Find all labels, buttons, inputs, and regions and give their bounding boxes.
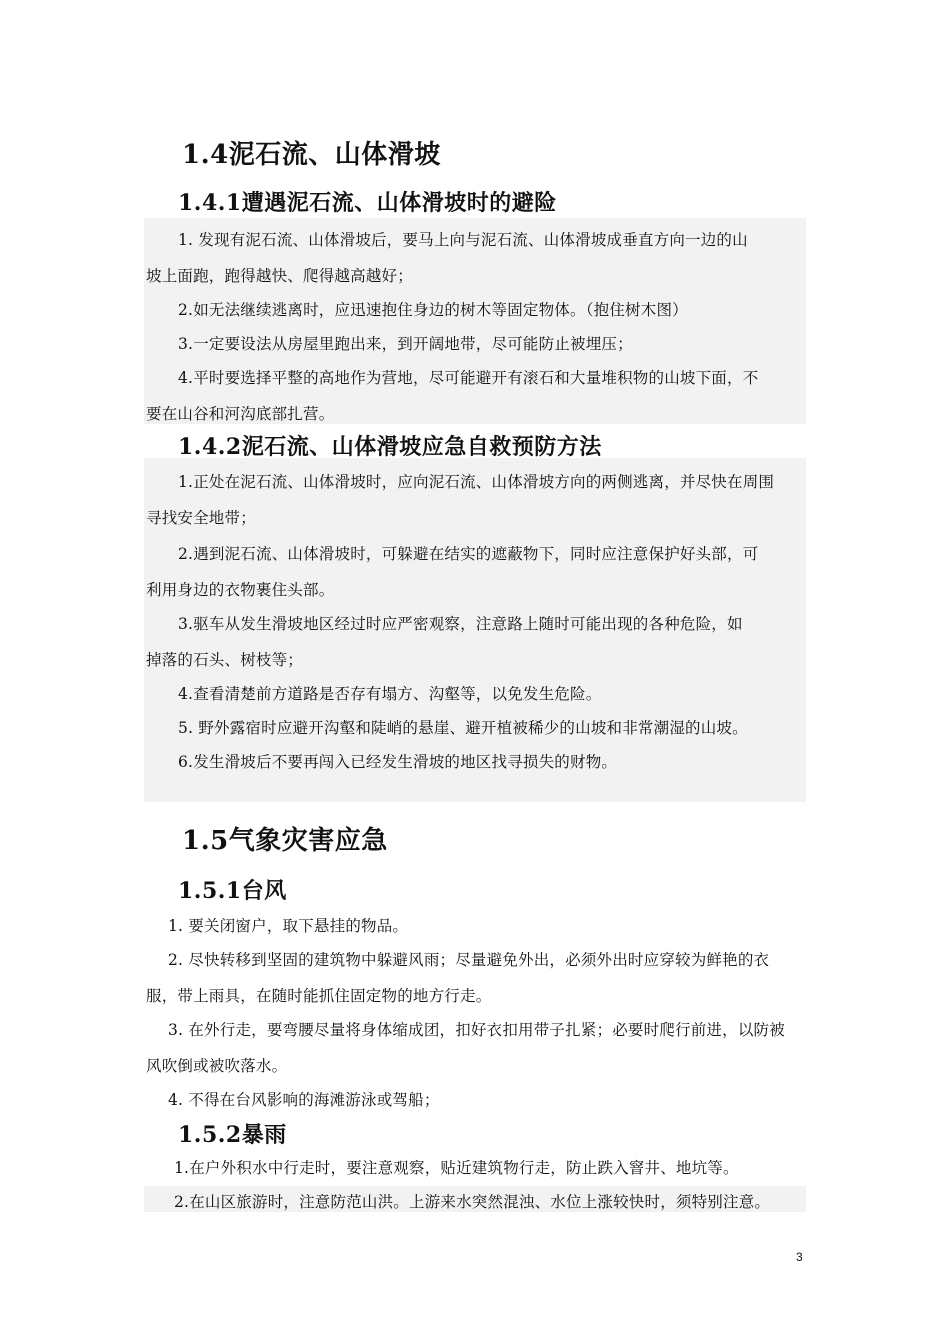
para-141-line-3: 2.如无法继续逃离时，应迅速抱住身边的树木等固定物体。（抱住树木图） <box>178 301 688 319</box>
heading-1-4-1: 1.4.1遭遇泥石流、山体滑坡时的避险 <box>178 190 557 216</box>
para-151-line-3: 服，带上雨具，在随时能抓住固定物的地方行走。 <box>146 987 492 1005</box>
para-142-line-1: 1.正处在泥石流、山体滑坡时，应向泥石流、山体滑坡方向的两侧逃离，并尽快在周围 <box>178 473 775 491</box>
heading-1-5-1: 1.5.1台风 <box>178 878 287 904</box>
para-152-line-1: 1.在户外积水中行走时，要注意观察，贴近建筑物行走，防止跌入窨井、地坑等。 <box>174 1159 739 1177</box>
heading-1-5-2: 1.5.2暴雨 <box>178 1122 287 1148</box>
para-142-line-8: 5. 野外露宿时应避开沟壑和陡峭的悬崖、避开植被稀少的山坡和非常潮湿的山坡。 <box>178 719 748 737</box>
para-141-line-5: 4.平时要选择平整的高地作为营地，尽可能避开有滚石和大量堆积物的山坡下面，不 <box>178 369 759 387</box>
para-152-line-2: 2.在山区旅游时，注意防范山洪。上游来水突然混浊、水位上涨较快时，须特别注意。 <box>174 1193 771 1211</box>
para-142-line-9: 6.发生滑坡后不要再闯入已经发生滑坡的地区找寻损失的财物。 <box>178 753 618 771</box>
heading-1-5: 1.5气象灾害应急 <box>182 826 388 856</box>
heading-1-4-2: 1.4.2泥石流、山体滑坡应急自救预防方法 <box>178 434 602 460</box>
page-number: 3 <box>796 1250 803 1264</box>
para-142-line-2: 寻找安全地带； <box>146 509 256 527</box>
para-142-line-5: 3.驱车从发生滑坡地区经过时应严密观察，注意路上随时可能出现的各种危险，如 <box>178 615 743 633</box>
para-141-line-4: 3.一定要设法从房屋里跑出来，到开阔地带，尽可能防止被埋压； <box>178 335 633 353</box>
para-142-line-4: 利用身边的衣物裹住头部。 <box>146 581 335 599</box>
para-142-line-6: 掉落的石头、树枝等； <box>146 651 304 669</box>
para-142-line-3: 2.遇到泥石流、山体滑坡时，可躲避在结实的遮蔽物下，同时应注意保护好头部，可 <box>178 545 759 563</box>
para-151-line-1: 1. 要关闭窗户，取下悬挂的物品。 <box>168 917 409 935</box>
para-142-line-7: 4.查看清楚前方道路是否存有塌方、沟壑等，以免发生危险。 <box>178 685 602 703</box>
para-141-line-6: 要在山谷和河沟底部扎营。 <box>146 405 335 423</box>
para-151-line-2: 2. 尽快转移到坚固的建筑物中躲避风雨；尽量避免外出，必须外出时应穿较为鲜艳的衣 <box>168 951 770 969</box>
heading-1-4: 1.4泥石流、山体滑坡 <box>182 140 441 170</box>
para-151-line-5: 风吹倒或被吹落水。 <box>146 1057 288 1075</box>
para-151-line-4: 3. 在外行走，要弯腰尽量将身体缩成团，扣好衣扣用带子扎紧；必要时爬行前进，以防被 <box>168 1021 785 1039</box>
para-141-line-2: 坡上面跑，跑得越快、爬得越高越好； <box>146 267 413 285</box>
para-141-line-1: 1. 发现有泥石流、山体滑坡后，要马上向与泥石流、山体滑坡成垂直方向一边的山 <box>178 231 748 249</box>
para-151-line-6: 4. 不得在台风影响的海滩游泳或驾船； <box>168 1091 440 1109</box>
